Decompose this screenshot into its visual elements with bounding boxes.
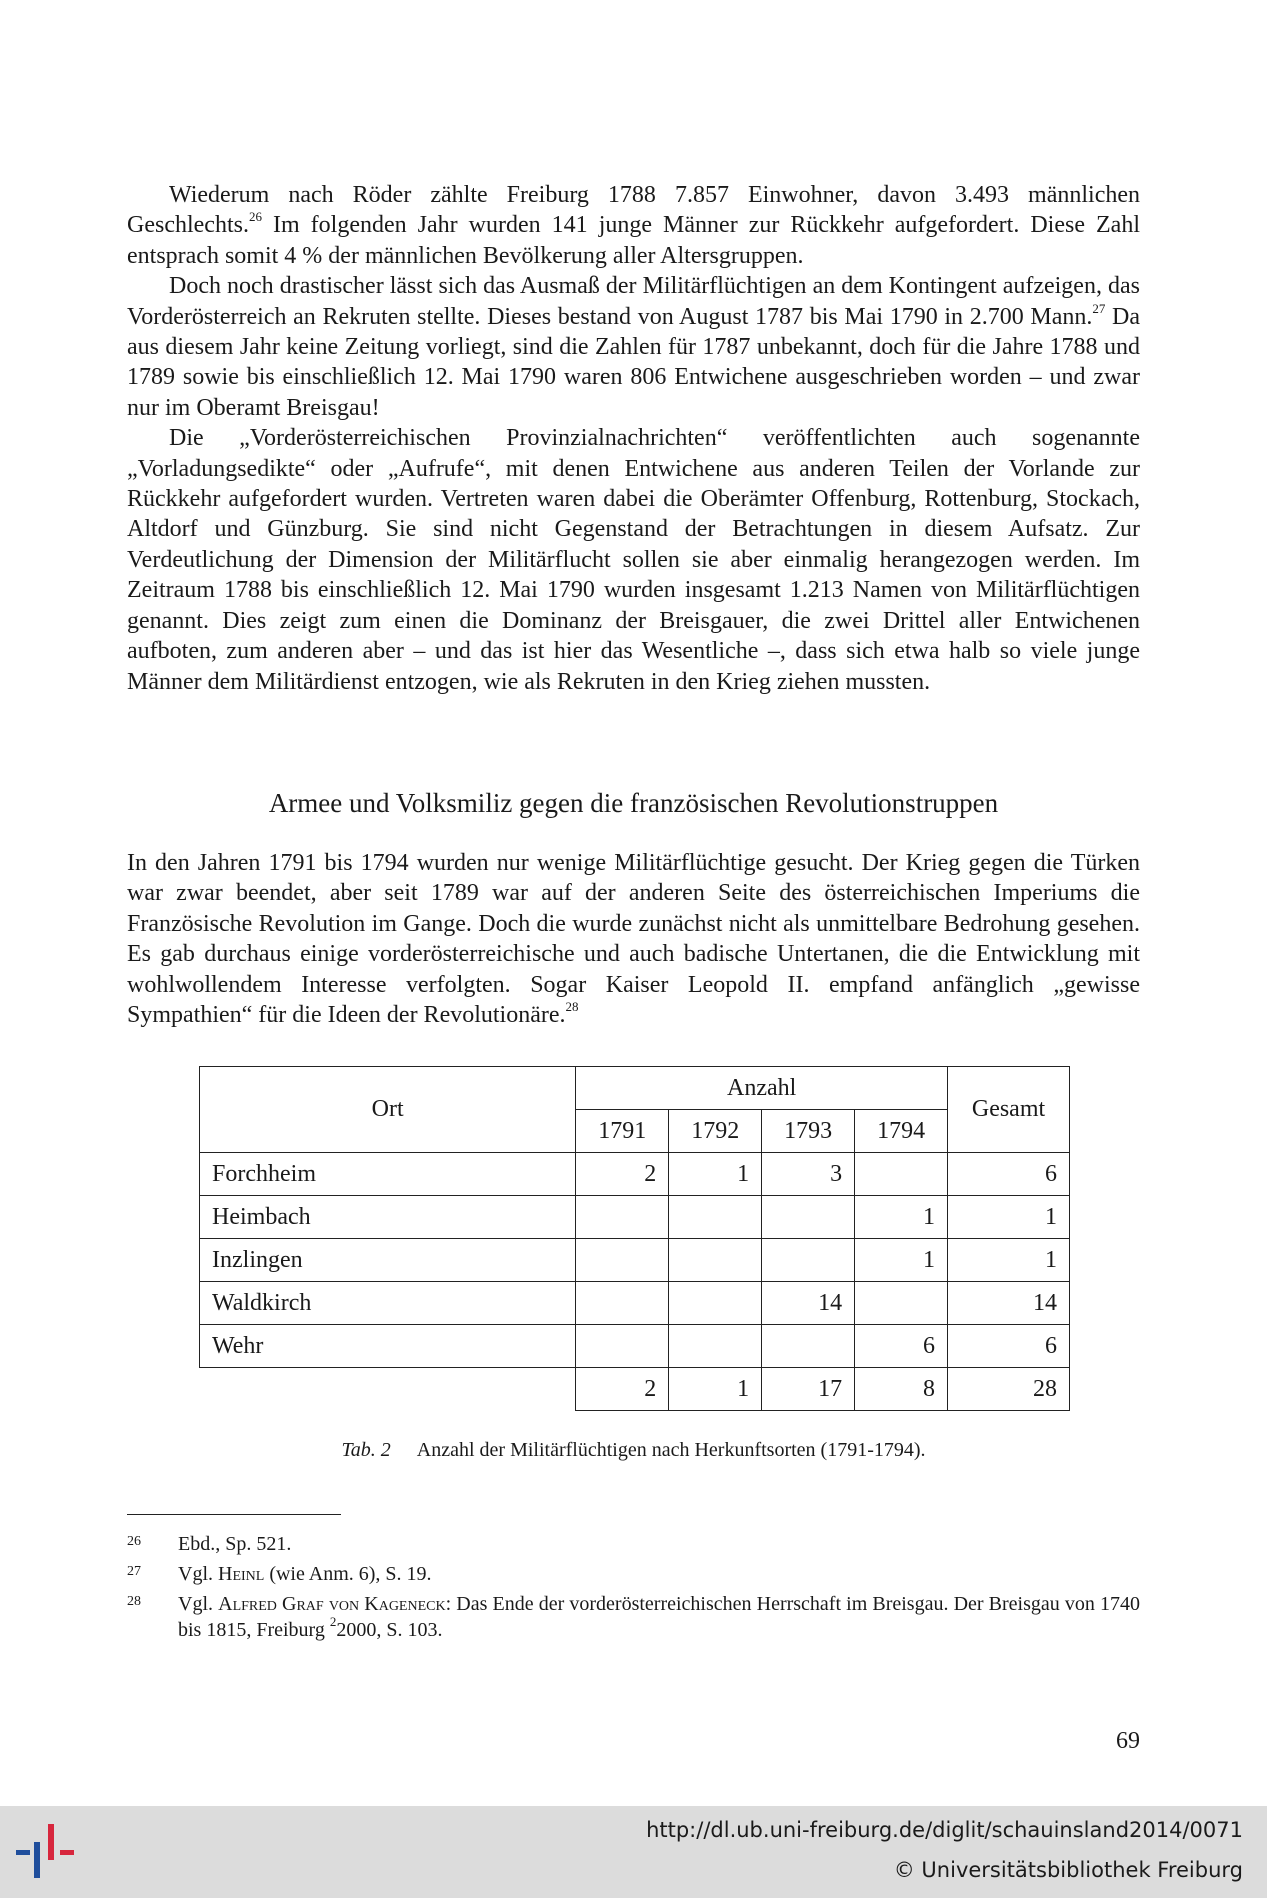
year-1792: 1792 [669,1110,762,1153]
footnote-divider [127,1514,341,1515]
footnote-number: 28 [127,1594,141,1609]
cell-value: 1 [669,1153,762,1196]
footer-copyright: © Universitätsbibliothek Freiburg [893,1858,1243,1882]
cell-gesamt: 6 [948,1153,1070,1196]
paragraph-4: In den Jahren 1791 bis 1794 wurden nur wenige Militärflüchtige gesucht. Der Krieg gegen die Türken war zwar beendet, aber seit 1789 war auf der anderen Seite des österreichischen Imperiums die Französische Revolution im Gange. Doch die wurde zunächst nicht als unmittelbare Bedrohung gesehen. Es gab durchaus einige vorderösterreichische und auch badische Untertanen, die die Entwicklung mit wohlwollendem Interesse verfolgten. Sogar Kaiser Leopold II. empfand anfänglich „gewisse Sympathien“ für die Ideen der Revolutionäre.$^{28}$ [127,850,1140,1029]
footnote-28: 28 Vgl. Alfred Graf von Kageneck: Das Ende der vorderösterreichischen Herrschaft im Breisgau. Der Breisgau von 1740 bis 1815, Freiburg $^2$2000, S. 103. [127,1591,1140,1643]
cell-ort: Waldkirch [200,1282,576,1325]
cell-value [855,1153,948,1196]
data-table [199,1066,1070,1411]
cell-ort: Forchheim [200,1153,576,1196]
footer-bar [0,1806,1267,1898]
page-number: 69 [1116,1728,1140,1754]
cell-value [669,1282,762,1325]
table-row [200,1325,1070,1368]
footer-url-link[interactable]: http://dl.ub.uni-freiburg.de/diglit/schauinsland2014/0071 [646,1818,1243,1842]
cell-value [762,1239,855,1282]
paragraph-3: Die „Vorderösterreichischen Provinzialnachrichten“ veröffentlichten auch sogenannte „Vorladungsedikte“ oder „Aufrufe“, mit denen Entwichene aus anderen Teilen der Vorlande zur Rückkehr aufgefordert wurden. Vertreten waren dabei die Oberämter Offenburg, Rottenburg, Stockach, Altdorf und Günzburg. Sie sind nicht Gegenstand der Betrachtungen in diesem Aufsatz. Zur Verdeutlichung der Dimension der Militärflucht sollen sie aber einmalig herangezogen werden. Im Zeitraum 1788 bis einschließlich 12. Mai 1790 wurden insgesamt 1.213 Namen von Militärflüchtigen genannt. Dies zeigt zum einen die Dominanz der Breisgauer, die zwei Drittel aller Entwichenen aufboten, zum anderen aber – und das ist hier das Wesentliche –, dass sich etwa halb so viele junge Männer dem Militärdienst entzogen, wie als Rekruten in den Krieg ziehen mussten. [127,425,1140,695]
table-row [200,1196,1070,1239]
table-row [200,1282,1070,1325]
caption-text: Anzahl der Militärflüchtigen nach Herkunftsorten (1791-1794). [416,1439,926,1461]
cell-ort: Inzlingen [200,1239,576,1282]
cell-ort: Wehr [200,1325,576,1368]
cell-value: 1 [855,1196,948,1239]
total-1793: 17 [762,1368,855,1411]
cell-gesamt: 1 [948,1196,1070,1239]
year-1794: 1794 [855,1110,948,1153]
footnote-number: 26 [127,1534,141,1549]
total-gesamt: 28 [948,1368,1070,1411]
total-1791: 2 [576,1368,669,1411]
blank-cell [200,1368,576,1411]
header-ort: Ort [200,1067,576,1153]
footnotes [127,1531,1140,1647]
header-anzahl: Anzahl [576,1067,948,1110]
body-text-section-1 [127,180,1140,697]
section-heading: Armee und Volksmiliz gegen die französischen Revolutionstruppen [268,788,999,818]
cell-value: 2 [576,1153,669,1196]
cell-value [576,1325,669,1368]
table-row [200,1153,1070,1196]
cell-value: 3 [762,1153,855,1196]
cell-value [669,1325,762,1368]
total-1792: 1 [669,1368,762,1411]
cell-value [669,1239,762,1282]
footnote-ref-28[interactable]: 28 [565,999,579,1015]
header-gesamt: Gesamt [948,1067,1070,1153]
footnote-number: 27 [127,1564,141,1579]
footnote-ref-26[interactable]: 26 [248,209,262,225]
cell-value [762,1325,855,1368]
table-caption [127,1437,1140,1463]
cell-value: 1 [855,1239,948,1282]
cell-gesamt: 1 [948,1239,1070,1282]
edition-superscript: 2 [329,1614,337,1630]
cell-value [762,1196,855,1239]
body-text-section-2 [127,848,1140,1030]
cell-value [669,1196,762,1239]
footnote-ref-27[interactable]: 27 [1092,300,1106,316]
cell-value [576,1239,669,1282]
cell-gesamt: 6 [948,1325,1070,1368]
footnote-26 [127,1531,1140,1557]
cell-value: 6 [855,1325,948,1368]
author-name: Heinl [218,1563,265,1585]
cell-value [576,1196,669,1239]
paragraph-2: Doch noch drastischer lässt sich das Ausmaß der Militärflüchtigen an dem Kontingent aufzeigen, das Vorderösterreich an Rekruten stellte. Dieses bestand von August 1787 bis Mai 1790 in 2.700 Mann.$^{27}$ Da aus diesem Jahr keine Zeitung vorliegt, sind die Zahlen für 1787 unbekannt, doch für die Jahre 1788 und 1789 sowie bis einschließlich 12. Mai 1790 waren 806 Entwichene ausgeschrieben worden – und zwar nur im Oberamt Breisgau! [127,273,1141,421]
cell-ort: Heimbach [200,1196,576,1239]
total-1794: 8 [855,1368,948,1411]
year-1793: 1793 [762,1110,855,1153]
caption-label: Tab. 2 [341,1439,391,1461]
table-totals-row [200,1368,1070,1411]
author-name: Alfred Graf von Kageneck [218,1593,446,1615]
table-header-row [200,1067,1070,1110]
cell-value [855,1282,948,1325]
library-logo-icon [14,1820,82,1884]
cell-gesamt: 14 [948,1282,1070,1325]
year-1791: 1791 [576,1110,669,1153]
footnote-text: Ebd., Sp. 521. [178,1533,292,1555]
cell-value [576,1282,669,1325]
paragraph-1: Wiederum nach Röder zählte Freiburg 1788 7.857 Einwohner, davon 3.493 männlichen Geschlechts.$^{26}$ Im folgenden Jahr wurden 141 junge Männer zur Rückkehr aufgefordert. Diese Zahl entsprach somit 4 % der männlichen Bevölkerung aller Altersgruppen. [127,182,1140,269]
table-row [200,1239,1070,1282]
footnote-27: 27 Vgl. Heinl (wie Anm. 6), S. 19. [127,1561,1140,1587]
cell-value: 14 [762,1282,855,1325]
